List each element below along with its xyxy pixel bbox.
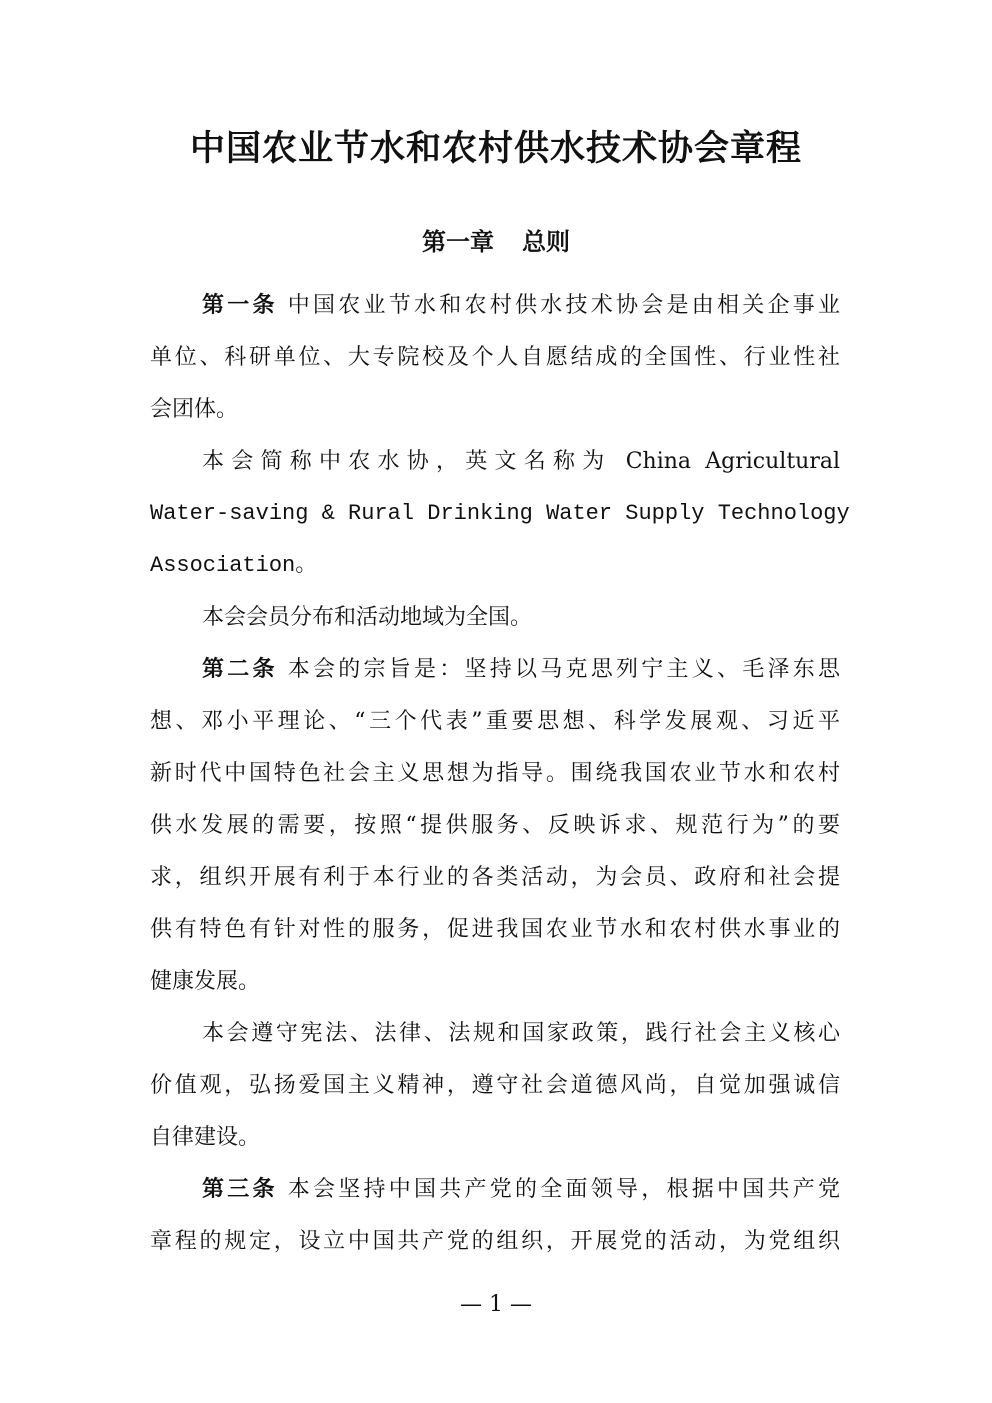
article-3-line: 第三条 本会坚持中国共产党的全面领导，根据中国共产党: [202, 1177, 840, 1202]
chapter-heading: [0, 222, 992, 262]
page-number: — 1 —: [460, 1292, 532, 1317]
body-line: 章程的规定，设立中国共产党的组织，开展党的活动，为党组织: [150, 1229, 840, 1254]
document-title: 中国农业节水和农村供水技术协会章程: [189, 129, 802, 169]
article-1-line: 第一条 中国农业节水和农村供水技术协会是由相关企事业: [202, 293, 840, 318]
body-line: 供水发展的需要，按照“提供服务、反映诉求、规范行为”的要: [150, 813, 840, 838]
body-line: 健康发展。: [150, 969, 261, 994]
body-line: 供有特色有针对性的服务，促进我国农业节水和农村供水事业的: [150, 917, 840, 942]
body-line: 新时代中国特色社会主义思想为指导。围绕我国农业节水和农村: [150, 761, 840, 786]
body-line: 自律建设。: [150, 1125, 261, 1150]
article-label: 第二条: [202, 657, 278, 682]
body-line: Association。: [150, 553, 318, 578]
body-line: 本会遵守宪法、法律、法规和国家政策，践行社会主义核心: [202, 1021, 840, 1046]
chapter-name: 总则: [522, 228, 570, 256]
body-line: 会团体。: [150, 397, 239, 422]
body-line: 想、邓小平理论、“三个代表”重要思想、科学发展观、习近平: [150, 709, 840, 734]
body-line: Water-saving & Rural Drinking Water Supply Technology: [150, 501, 850, 526]
body-line: 求，组织开展有利于本行业的各类活动，为会员、政府和社会提: [150, 865, 840, 890]
body-line: 本会简称中农水协，英文名称为 China Agricultural: [202, 449, 840, 474]
article-label: 第一条: [202, 293, 278, 318]
chapter-number: 第一章: [422, 228, 494, 256]
body-line: 本会会员分布和活动地域为全国。: [202, 605, 533, 630]
article-2-line: 第二条 本会的宗旨是：坚持以马克思列宁主义、毛泽东思: [202, 657, 840, 682]
body-line: 单位、科研单位、大专院校及个人自愿结成的全国性、行业性社: [150, 345, 840, 370]
body-line: 价值观，弘扬爱国主义精神，遵守社会道德风尚，自觉加强诚信: [150, 1073, 840, 1098]
article-label: 第三条: [202, 1177, 278, 1202]
